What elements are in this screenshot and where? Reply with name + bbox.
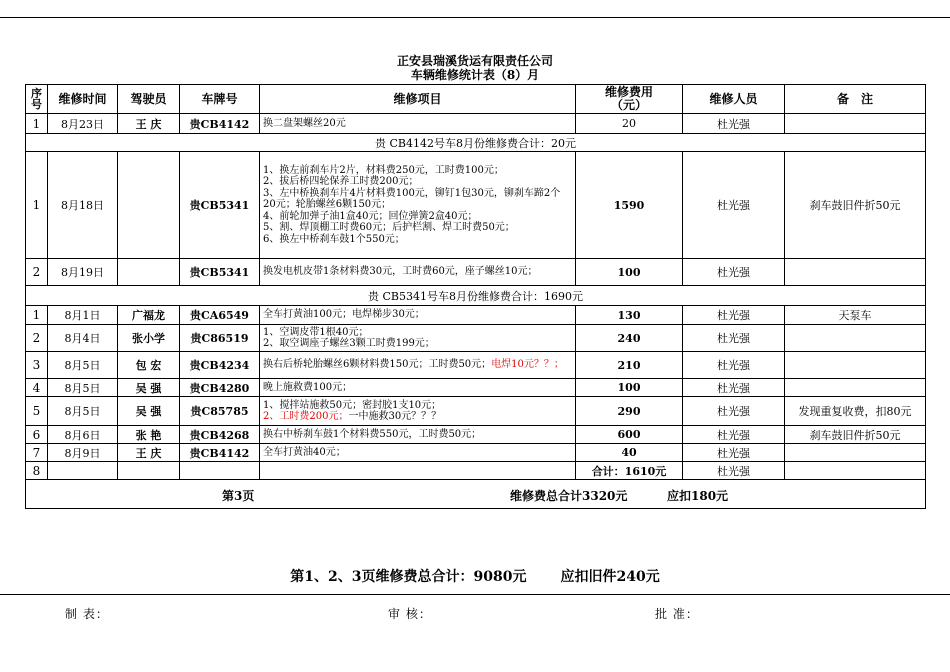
page-deduction: 应扣180元 <box>667 489 729 503</box>
header-mechanic: 维修人员 <box>683 85 785 114</box>
header-driver: 驾驶员 <box>118 85 180 114</box>
item-text: 一中施救30元？？？ <box>348 411 442 422</box>
table-row <box>26 306 926 325</box>
row-plate: 贵CB4268 <box>180 426 260 444</box>
row-driver: 张 艳 <box>118 426 180 444</box>
subtotal-row <box>26 286 926 306</box>
row-seq: 7 <box>26 444 48 462</box>
row-seq: 2 <box>26 259 48 286</box>
item-line: 2、取空调座子螺丝3颗工时费199元； <box>263 338 435 349</box>
signature-approver: 批 准： <box>655 607 699 621</box>
item-text-flagged: 2、工时费200元； <box>263 411 349 422</box>
header-date: 维修时间 <box>48 85 118 114</box>
header-seq: 序号 <box>26 85 48 114</box>
row-date <box>48 462 118 480</box>
row-cost: 600 <box>576 426 683 444</box>
report-title: 车辆维修统计表（8）月 <box>410 68 540 82</box>
row-items: 全车打黄油40元； <box>260 444 576 462</box>
row-cost: 290 <box>576 397 683 426</box>
row-plate: 贵CB5341 <box>180 152 260 259</box>
row-items <box>260 397 576 426</box>
row-date: 8月5日 <box>48 397 118 426</box>
row-remarks <box>785 114 926 134</box>
row-driver: 吴 强 <box>118 397 180 426</box>
table-row <box>26 152 926 259</box>
row-remarks: 刹车鼓旧件折50元 <box>785 152 926 259</box>
signature-reviewer: 审 核： <box>388 607 432 621</box>
row-driver: 广福龙 <box>118 306 180 325</box>
row-items <box>260 152 576 259</box>
signature-maker: 制 表： <box>65 607 109 621</box>
row-seq: 8 <box>26 462 48 480</box>
row-driver <box>118 259 180 286</box>
item-text: 换右后桥轮胎螺丝6颗材料费150元；工时费50元； <box>263 359 492 371</box>
row-cost: 210 <box>576 352 683 379</box>
item-line: 5、割、焊顶棚工时费60元；后护栏割、焊工时费50元； <box>263 222 515 234</box>
row-plate: 贵CB5341 <box>180 259 260 286</box>
table-row <box>26 397 926 426</box>
row-mechanic: 杜光强 <box>683 259 785 286</box>
row-date: 8月23日 <box>48 114 118 134</box>
row-driver: 王 庆 <box>118 444 180 462</box>
page-maintenance-total: 维修费总合计3320元 <box>510 489 628 503</box>
page-number: 第3页 <box>222 489 255 503</box>
row-plate: 贵CA6549 <box>180 306 260 325</box>
row-items <box>260 325 576 352</box>
item-line: 1、空调皮带1根40元； <box>263 326 369 338</box>
row-items: 换右中桥刹车鼓1个材料费550元，工时费50元； <box>260 426 576 444</box>
row-remarks: 发现重复收费，扣80元 <box>785 397 926 426</box>
row-mechanic: 杜光强 <box>683 462 785 480</box>
row-plate: 贵C86519 <box>180 325 260 352</box>
row-seq: 3 <box>26 352 48 379</box>
row-cost: 1590 <box>576 152 683 259</box>
table-row <box>26 462 926 480</box>
row-cost: 100 <box>576 259 683 286</box>
row-remarks: 刹车鼓旧件折50元 <box>785 426 926 444</box>
row-plate: 贵CB4280 <box>180 379 260 397</box>
grand-total-amount: 第1、2、3页维修费总合计：9080元 <box>290 569 527 585</box>
row-mechanic: 杜光强 <box>683 379 785 397</box>
row-mechanic: 杜光强 <box>683 444 785 462</box>
row-remarks <box>785 444 926 462</box>
row-mechanic: 杜光强 <box>683 426 785 444</box>
row-cost: 40 <box>576 444 683 462</box>
row-cost: 100 <box>576 379 683 397</box>
header-cost: 维修费用（元） <box>576 85 683 114</box>
row-seq: 2 <box>26 325 48 352</box>
row-mechanic: 杜光强 <box>683 352 785 379</box>
row-items <box>260 352 576 379</box>
item-line: 换发电机皮带1条材料费30元，工时费60元，座子螺丝10元； <box>263 266 538 278</box>
header-plate: 车牌号 <box>180 85 260 114</box>
row-driver <box>118 152 180 259</box>
row-items <box>260 259 576 286</box>
table-row <box>26 426 926 444</box>
row-seq: 6 <box>26 426 48 444</box>
item-line: 4、前轮加弹子油1盒40元；回位弹簧2盒40元； <box>263 210 478 222</box>
row-plate: 贵C85785 <box>180 397 260 426</box>
row-mechanic: 杜光强 <box>683 397 785 426</box>
row-seq: 1 <box>26 114 48 134</box>
top-rule <box>0 17 950 18</box>
row-remarks <box>785 379 926 397</box>
row-date: 8月5日 <box>48 379 118 397</box>
row-plate <box>180 462 260 480</box>
row-items: 晚上施救费100元； <box>260 379 576 397</box>
item-line: 1、搅拌站施救50元；密封胶1支10元； <box>263 399 442 411</box>
row-remarks <box>785 462 926 480</box>
item-text-flagged: 电焊10元？？； <box>491 359 564 371</box>
table-row <box>26 325 926 352</box>
item-line: 3、左中桥换刹车片4片材料费100元，铆钉1包30元，铆刹车蹄2个20元；轮胎螺丝6颗150元； <box>263 187 561 211</box>
header-row <box>26 85 926 114</box>
row-driver: 张小学 <box>118 325 180 352</box>
row-remarks <box>785 352 926 379</box>
row-cost: 20 <box>576 114 683 134</box>
row-remarks <box>785 325 926 352</box>
row-plate: 贵CB4142 <box>180 444 260 462</box>
row-items: 换二盘架螺丝20元 <box>260 114 576 134</box>
row-mechanic: 杜光强 <box>683 114 785 134</box>
row-seq: 5 <box>26 397 48 426</box>
header-remarks: 备 注 <box>785 85 926 114</box>
row-cost: 130 <box>576 306 683 325</box>
table-row <box>26 444 926 462</box>
row-date: 8月1日 <box>48 306 118 325</box>
item-line: 1、换左前刹车片2片，材料费250元，工时费100元； <box>263 165 504 177</box>
subtotal-row <box>26 134 926 152</box>
row-items <box>260 462 576 480</box>
row-seq: 1 <box>26 306 48 325</box>
table-row <box>26 259 926 286</box>
row-plate: 贵CB4142 <box>180 114 260 134</box>
grand-total <box>0 566 950 586</box>
company-name: 正安县瑞溪货运有限责任公司 <box>396 54 553 68</box>
header-items: 维修项目 <box>260 85 576 114</box>
row-remarks: 天泵车 <box>785 306 926 325</box>
grand-total-deduction: 应扣旧件240元 <box>560 569 660 585</box>
row-driver: 包 宏 <box>118 352 180 379</box>
table-row <box>26 379 926 397</box>
subtotal-cb4142: 贵 CB4142号车8月份维修费合计：20元 <box>26 134 926 152</box>
row-date: 8月9日 <box>48 444 118 462</box>
row-date: 8月5日 <box>48 352 118 379</box>
page-total-row <box>26 480 926 509</box>
row-seq: 1 <box>26 152 48 259</box>
row-driver: 吴 强 <box>118 379 180 397</box>
row-remarks <box>785 259 926 286</box>
subtotal-cb5341: 贵 CB5341号车8月份维修费合计：1690元 <box>26 286 926 306</box>
row-items: 全车打黄油100元；电焊梯步30元； <box>260 306 576 325</box>
row-mechanic: 杜光强 <box>683 152 785 259</box>
row-cost: 240 <box>576 325 683 352</box>
row-driver: 王 庆 <box>118 114 180 134</box>
row-date: 8月18日 <box>48 152 118 259</box>
row-seq: 4 <box>26 379 48 397</box>
page-subtotal: 合计：1610元 <box>576 462 683 480</box>
row-mechanic: 杜光强 <box>683 325 785 352</box>
row-date: 8月4日 <box>48 325 118 352</box>
maintenance-table <box>25 84 926 509</box>
row-mechanic: 杜光强 <box>683 306 785 325</box>
bottom-rule <box>0 594 950 595</box>
row-plate: 贵CB4234 <box>180 352 260 379</box>
item-line: 2、拔后桥四轮保养工时费200元； <box>263 176 419 188</box>
table-row <box>26 352 926 379</box>
table-row <box>26 114 926 134</box>
row-date: 8月19日 <box>48 259 118 286</box>
row-date: 8月6日 <box>48 426 118 444</box>
item-line: 6、换左中桥刹车鼓1个550元； <box>263 233 405 245</box>
row-driver <box>118 462 180 480</box>
page-total-cell <box>26 480 926 509</box>
